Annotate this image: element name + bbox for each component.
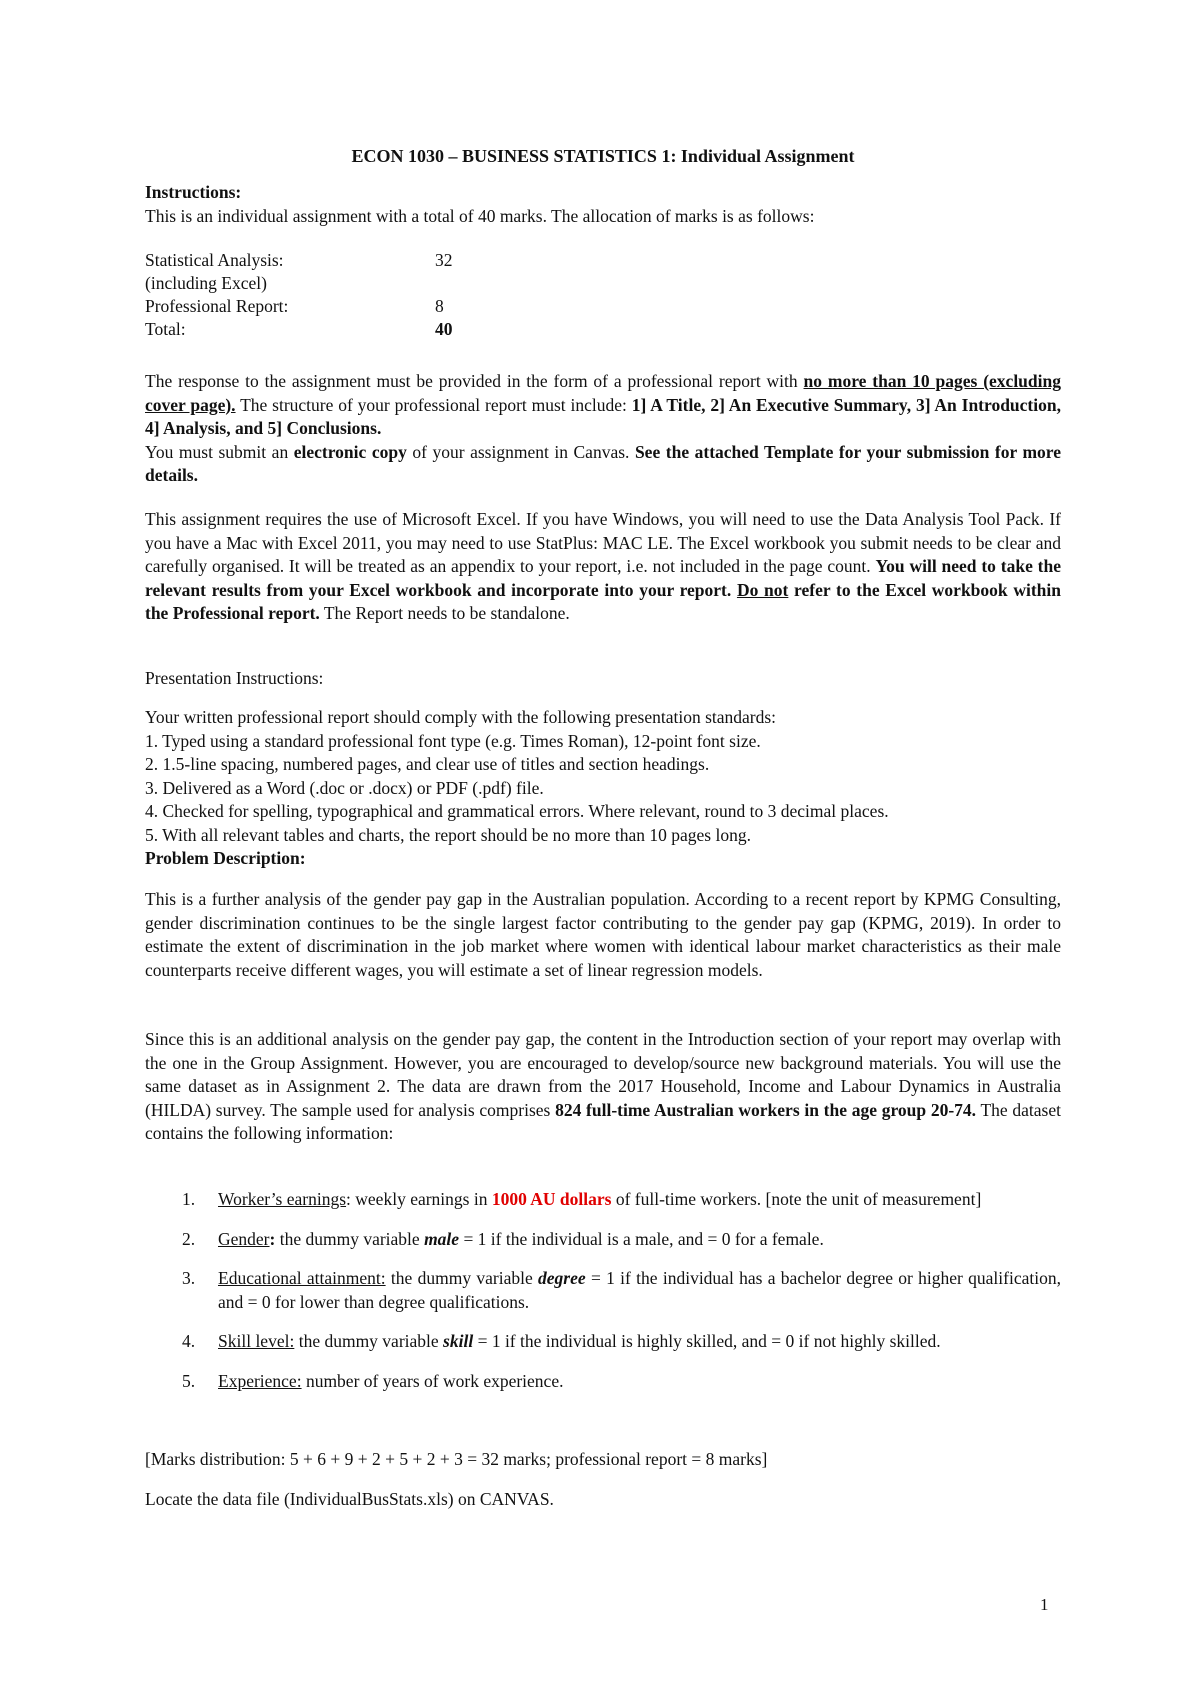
list-number: 5. xyxy=(182,1370,196,1391)
text-run: = 1 if the individual is a male, and = 0 for a female. xyxy=(459,1228,824,1249)
text-run: number of years of work experience. xyxy=(301,1370,564,1391)
text-run: The dataset contains the following information: xyxy=(145,1099,1061,1143)
list-number: 1. xyxy=(182,1189,196,1209)
marks-label: Professional Report: xyxy=(145,296,289,316)
text-run: 824 full-time Australian workers in the age group 20-74. xyxy=(555,1099,977,1120)
report-requirements-paragraph xyxy=(145,370,1061,488)
variable-name: Skill level: xyxy=(218,1331,295,1351)
instructions-intro: This is an individual assignment with a total of 40 marks. The allocation of marks is as follows: xyxy=(145,205,815,226)
text-run: You must submit an xyxy=(145,441,294,462)
list-item xyxy=(145,1228,1061,1252)
variable-symbol: skill xyxy=(443,1331,474,1351)
variable-name: Experience: xyxy=(218,1370,302,1391)
instructions-section xyxy=(145,181,1061,228)
variable-symbol: degree xyxy=(538,1268,586,1288)
text-run: the dummy variable xyxy=(385,1268,539,1288)
list-item: 2. 1.5-line spacing, numbered pages, and clear use of titles and section headings. xyxy=(145,754,710,774)
text-run: the dummy variable xyxy=(275,1228,425,1249)
list-item: 4. Checked for spelling, typographical and grammatical errors. Where relevant, round to 3 decimal places. xyxy=(145,801,889,821)
text-run: = 1 if the individual is highly skilled, and = 0 if not highly skilled. xyxy=(473,1331,941,1351)
marks-label: (including Excel) xyxy=(145,273,267,293)
marks-row-sub xyxy=(145,272,1061,295)
text-run: of full-time workers. [note the unit of measurement] xyxy=(611,1189,982,1209)
marks-distribution: [Marks distribution: 5 + 6 + 9 + 2 + 5 + 2 + 3 = 32 marks; professional report = 8 marks] xyxy=(145,1449,768,1469)
presentation-section xyxy=(145,706,1061,871)
text-run: You will need to take the relevant results from your Excel workbook and incorporate into your report. xyxy=(145,556,1061,600)
list-item xyxy=(145,1267,1061,1314)
list-item: 3. Delivered as a Word (.doc or .docx) or PDF (.pdf) file. xyxy=(145,777,544,798)
problem-paragraph-1: This is a further analysis of the gender pay gap in the Australian population. According to a recent report by KPMG Consulting, gender discrimination continues to be the single largest factor contributing to the gender pay gap (KPMG, 2019). In order to estimate the extent of discrimination in the job market where women with identical labour market characteristics as their male counterparts receive different wages, you will estimate a set of linear regression models. xyxy=(145,889,1061,980)
text-run: This assignment requires the use of Microsoft Excel. If you have Windows, you will need to use the Data Analysis Tool Pack. If you have a Mac with Excel 2011, you may need to use StatPlus: MAC LE. The Excel workbook you submit needs to be clear and carefully organised. It will be treated as an appendix to your report, i.e. not included in the page count. xyxy=(145,509,1061,576)
text-run: weekly earnings in xyxy=(350,1189,492,1209)
instructions-heading: Instructions: xyxy=(145,182,242,202)
excel-paragraph xyxy=(145,508,1061,626)
highlighted-unit: 1000 AU dollars xyxy=(491,1189,612,1209)
text-run: = 1 if the individual has a bachelor degree or higher qualification, and = 0 for lower than degree qualifications. xyxy=(218,1268,1061,1312)
marks-row-statistical xyxy=(145,249,1061,272)
list-number: 4. xyxy=(182,1331,196,1351)
presentation-intro: Your written professional report should comply with the following presentation standards: xyxy=(145,707,777,727)
problem-heading: Problem Description: xyxy=(145,848,306,868)
list-item xyxy=(145,1330,1061,1354)
text-run: See the attached Template for your submission for more details. xyxy=(145,441,1061,485)
list-number: 3. xyxy=(182,1268,196,1288)
marks-row-total xyxy=(145,318,1061,341)
list-item xyxy=(145,1370,1061,1394)
text-run: of your assignment in Canvas. xyxy=(406,441,635,462)
marks-label: Statistical Analysis: xyxy=(145,250,284,270)
data-file-note: Locate the data file (IndividualBusStats.xls) on CANVAS. xyxy=(145,1489,554,1509)
text-run: no more than 10 pages (excluding cover page). xyxy=(145,371,1061,415)
variable-name: Gender xyxy=(218,1228,270,1249)
list-item xyxy=(145,1188,1061,1212)
text-run: refer to the Excel workbook within the Professional report. xyxy=(145,579,1061,623)
list-item: 1. Typed using a standard professional font type (e.g. Times Roman), 12-point font size. xyxy=(145,730,761,751)
list-number: 2. xyxy=(182,1228,196,1249)
marks-value: 8 xyxy=(435,296,444,316)
marks-label: Total: xyxy=(145,319,186,339)
problem-paragraph-2 xyxy=(145,1028,1061,1146)
text-run: : xyxy=(346,1189,351,1209)
list-item: 5. With all relevant tables and charts, the report should be no more than 10 pages long. xyxy=(145,824,751,845)
variable-symbol: male xyxy=(424,1228,460,1249)
page-title: ECON 1030 – BUSINESS STATISTICS 1: Individual Assignment xyxy=(351,146,855,166)
marks-value: 40 xyxy=(435,319,453,339)
variables-list xyxy=(145,1188,1061,1409)
variable-name: Educational attainment: xyxy=(218,1268,386,1288)
text-run: electronic copy xyxy=(293,441,407,462)
text-run: : xyxy=(269,1228,276,1249)
text-run: The structure of your professional report must include: xyxy=(235,394,632,415)
presentation-heading: Presentation Instructions: xyxy=(145,668,324,688)
marks-row-report xyxy=(145,295,1061,318)
text-run: The response to the assignment must be provided in the form of a professional report with xyxy=(145,371,804,391)
text-run: Since this is an additional analysis on the gender pay gap, the content in the Introduction section of your report may overlap with the one in the Group Assignment. However, you are encouraged to develop/source new background materials. You will use the same dataset as in Assignment 2. The data are drawn from the 2017 Household, Income and Labour Dynamics in Australia (HILDA) survey. The sample used for analysis comprises xyxy=(145,1029,1061,1120)
marks-value: 32 xyxy=(435,250,453,270)
text-run: The Report needs to be standalone. xyxy=(319,603,570,623)
variable-name: Worker’s earnings xyxy=(218,1189,347,1209)
text-run: the dummy variable xyxy=(294,1331,444,1351)
page-number: 1 xyxy=(1040,1595,1049,1614)
text-run: Do not xyxy=(736,579,789,600)
text-run: 1] A Title, 2] An Executive Summary, 3] An Introduction, 4] Analysis, and 5] Conclusions. xyxy=(145,394,1061,438)
